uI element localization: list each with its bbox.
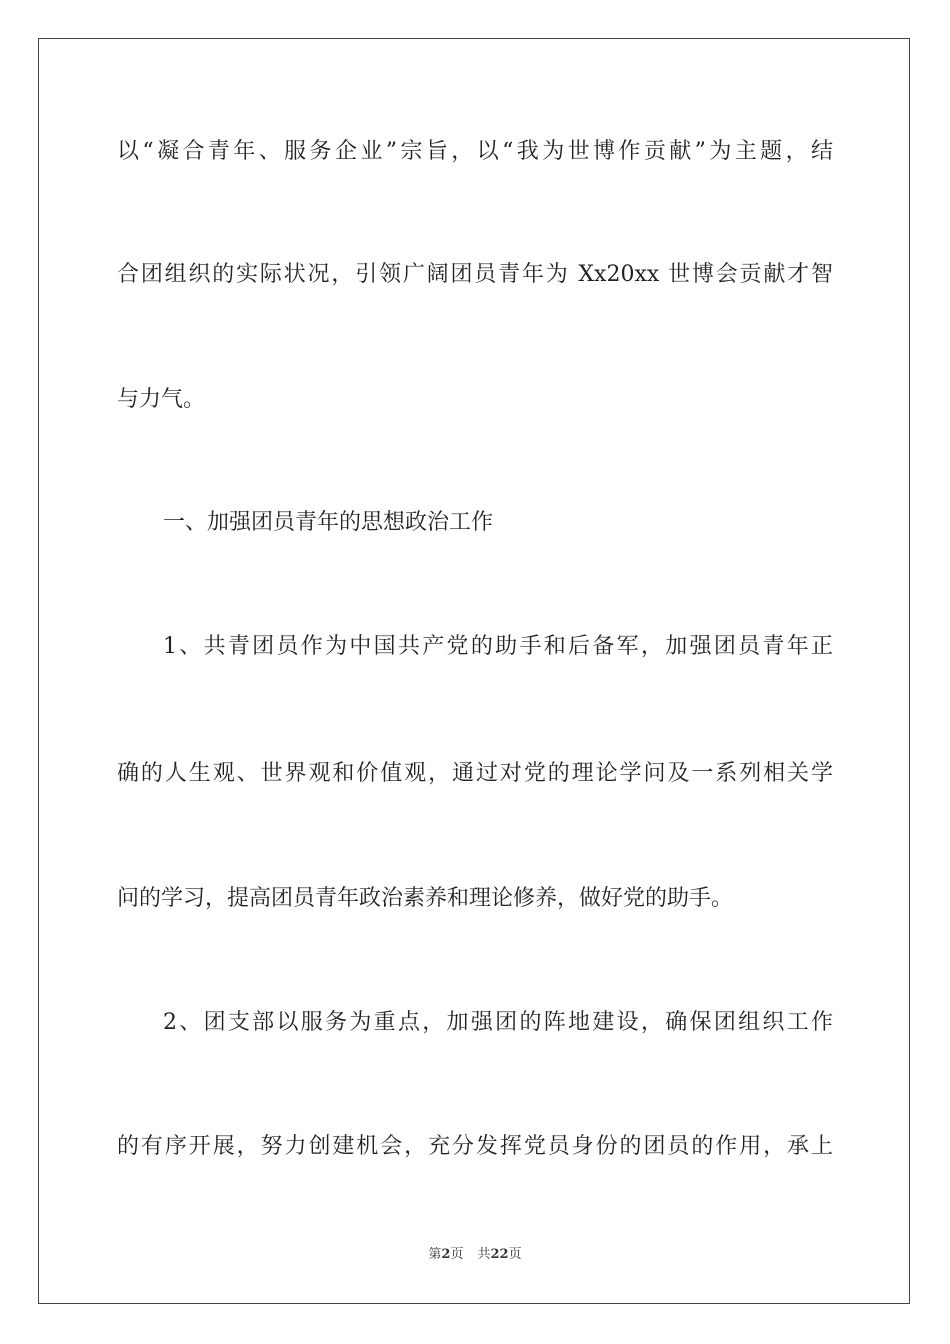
page-prefix: 第 [428, 1247, 442, 1262]
paragraph-line: 1、共青团员作为中国共产党的助手和后备军，加强团员青年正 [163, 634, 833, 659]
paragraph-line: 的有序开展，努力创建机会，充分发挥党员身份的团员的作用，承上 [117, 1134, 833, 1159]
paragraph-line: 合团组织的实际状况，引领广阔团员青年为 Xx20xx 世博会贡献才智 [117, 262, 833, 287]
paragraph-line: 问的学习，提高团员青年政治素养和理论修养，做好党的助手。 [117, 886, 734, 911]
paragraph-line: 确的人生观、世界观和价值观，通过对党的理论学问及一系列相关学 [117, 761, 833, 786]
total-suffix: 页 [508, 1247, 522, 1262]
page-border [38, 38, 910, 1304]
total-prefix: 共 [477, 1247, 491, 1262]
page-suffix: 页 [450, 1247, 464, 1262]
paragraph-line: 与力气。 [117, 387, 206, 412]
page-number: 2 [441, 1247, 451, 1262]
paragraph-line: 以“凝合青年、服务企业”宗旨，以“我为世博作贡献”为主题，结 [117, 139, 833, 164]
section-heading: 一、加强团员青年的思想政治工作 [163, 510, 494, 535]
page-footer [0, 1246, 950, 1264]
paragraph-line: 2、团支部以服务为重点，加强团的阵地建设，确保团组织工作 [163, 1010, 833, 1035]
total-pages: 22 [490, 1247, 509, 1262]
